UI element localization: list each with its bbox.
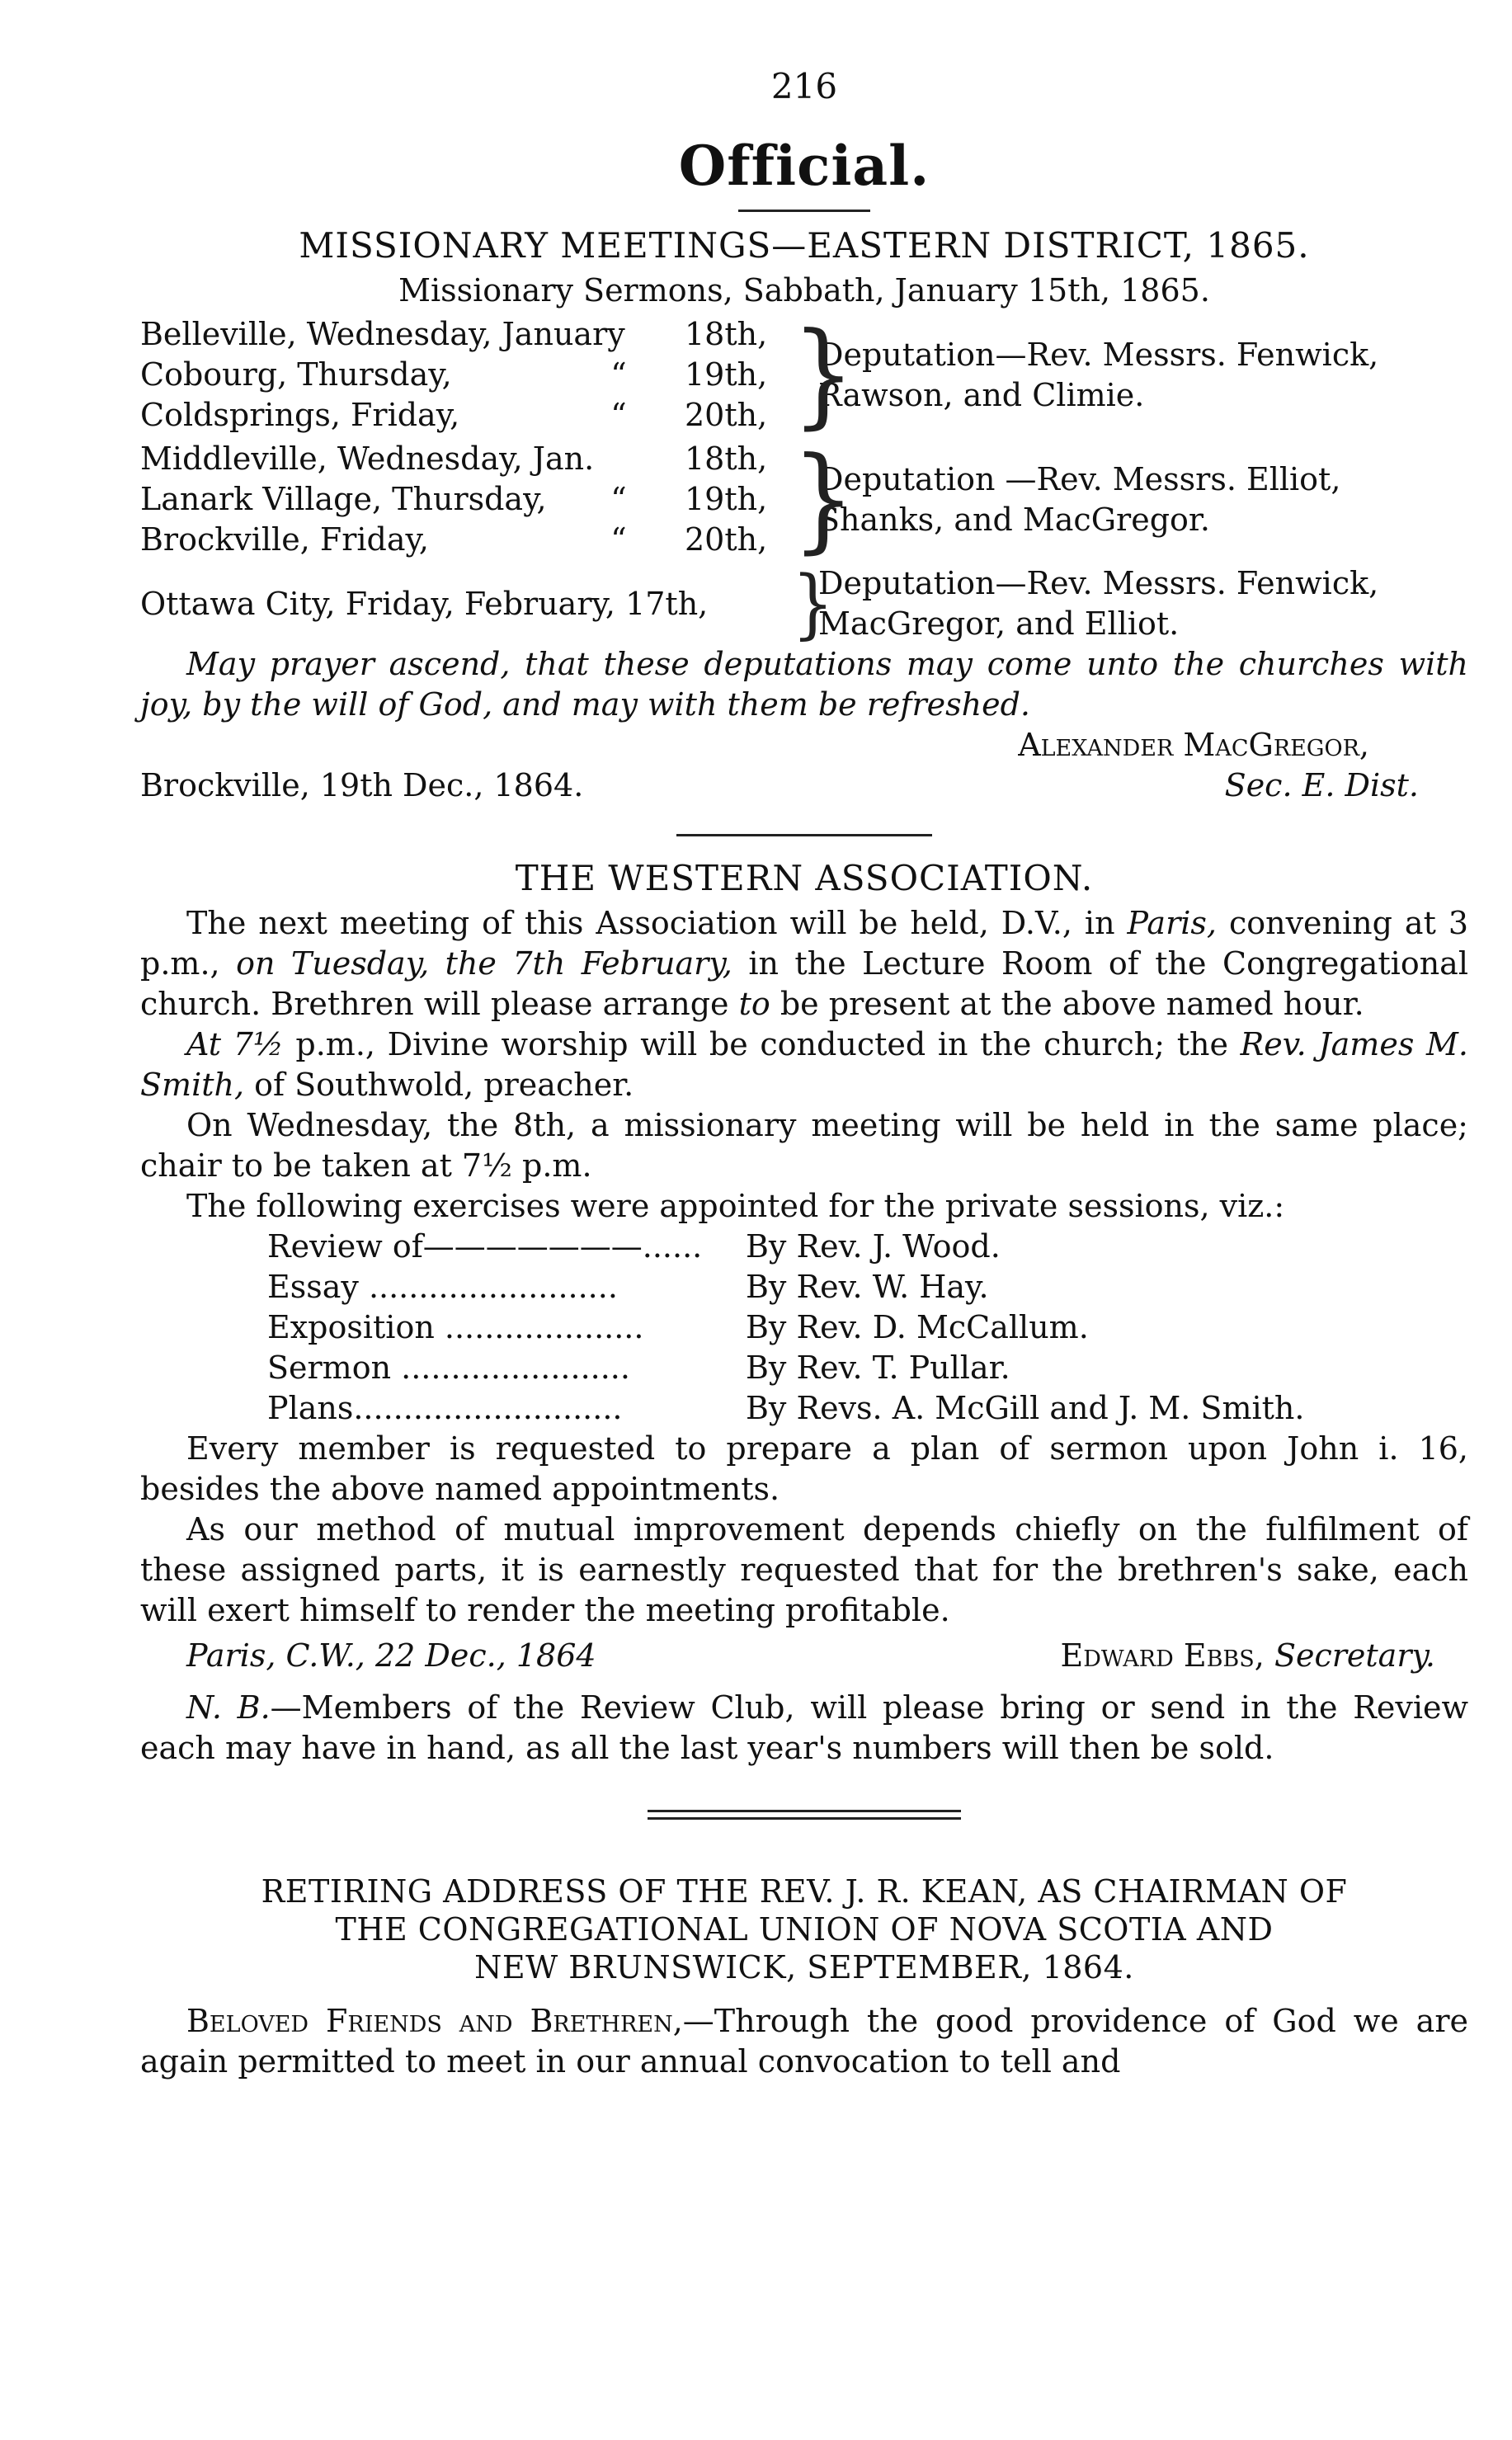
exercises-table (267, 1227, 1304, 1429)
nb-label: N. B. (186, 1689, 271, 1726)
meeting-row (140, 479, 792, 520)
text: on Tuesday, the 7th February, (236, 945, 732, 982)
western-signatory (1061, 1636, 1469, 1676)
table-row (267, 1267, 1304, 1307)
eastern-signature-line (140, 765, 1468, 806)
meeting-day: 19th, (685, 481, 768, 517)
exercise-role: Plans........................... (267, 1390, 623, 1426)
table-row (267, 1348, 1304, 1388)
page (140, 66, 1468, 2082)
meeting-dates (140, 314, 792, 436)
sermons-line: Missionary Sermons, Sabbath, January 15th, 1865. (398, 272, 1210, 309)
exercise-by: By Rev. D. McCallum. (746, 1309, 1089, 1345)
ditto-mark (553, 439, 685, 479)
meeting-day: 20th, (685, 521, 768, 558)
meeting-town: Cobourg, Thursday, (140, 356, 452, 393)
address-title-line: RETIRING ADDRESS OF THE REV. J. R. KEAN, AS CHAIRMAN OF (261, 1873, 1348, 1910)
text: to (738, 986, 770, 1022)
exercise-role: Sermon ....................... (267, 1350, 630, 1386)
meeting-day: 18th, (685, 440, 768, 477)
divider (676, 834, 932, 836)
table-row (267, 1388, 1304, 1429)
meeting-row (140, 314, 792, 355)
address-paragraph (140, 2001, 1468, 2082)
place-date: Paris, C.W., 22 Dec., 1864 (186, 1637, 596, 1674)
text: of Southwold, preacher. (244, 1067, 634, 1103)
deputation-text: Deputation —Rev. Messrs. Elliot, Shanks, and MacGregor. (818, 460, 1341, 538)
western-signature-line (140, 1636, 1468, 1676)
exercise-role: Essay ......................... (267, 1269, 618, 1305)
signatory-title: Sec. E. Dist. (1224, 767, 1419, 803)
meeting-day: 19th, (685, 356, 768, 393)
western-paragraph-3: On Wednesday, the 8th, a missionary meeting will be held in the same place; chair to be taken at 7½ p.m. (140, 1107, 1468, 1184)
divider (738, 210, 870, 212)
ditto-mark (553, 314, 685, 355)
deputation-group-1 (140, 309, 1468, 440)
ditto-mark: “ (610, 521, 627, 558)
meeting-day: 20th, (685, 397, 768, 433)
meeting-town: Coldsprings, Friday, (140, 397, 460, 433)
exercise-role: Exposition .................... (267, 1309, 644, 1345)
page-number: 216 (770, 66, 838, 106)
ditto-mark: “ (610, 397, 627, 433)
brace-icon: } (792, 558, 834, 648)
text: p.m., Divine worship will be conducted in the church; the (283, 1026, 1241, 1062)
exercise-by: By Rev. T. Pullar. (746, 1350, 1010, 1386)
brace-icon: } (792, 309, 855, 440)
meeting-day: 18th, (685, 316, 768, 352)
place-date: Brockville, 19th Dec., 1864. (140, 767, 584, 803)
prayer-emphasis: with them be refreshed. (648, 686, 1030, 723)
western-paragraph-5: Every member is requested to prepare a plan of sermon upon John i. 16, besides the above named appointments. (140, 1430, 1468, 1507)
eastern-signatory (140, 725, 1468, 765)
exercise-by: By Rev. W. Hay. (746, 1269, 989, 1305)
prayer-text: May prayer ascend, that these deputations may come unto the churches with joy, by the will of God, and may (140, 646, 1468, 723)
nb-text: —Members of the Review Club, will please bring or send in the Review each may have in hand, as all the last year's numbers will then be sold. (140, 1689, 1469, 1766)
meeting-town: Middleville, Wednesday, Jan. (140, 440, 595, 477)
table-row (267, 1307, 1304, 1348)
ditto-mark: “ (610, 356, 627, 393)
text: The next meeting of this Association will be held, D.V., in (186, 905, 1128, 941)
deputation-text: Deputation—Rev. Messrs. Fenwick, MacGregor, and Elliot. (818, 565, 1379, 642)
signatory-title: Secretary. (1274, 1637, 1435, 1674)
meeting-row (140, 520, 792, 560)
address-body: —Through the good providence of God we are again permitted to meet in our annual convocation to tell and (140, 2003, 1468, 2080)
address-title-line: NEW BRUNSWICK, SEPTEMBER, 1864. (474, 1949, 1134, 1985)
deputation-group-2 (140, 433, 1468, 565)
text: be present at the above named hour. (770, 986, 1364, 1022)
text: At 7½ (186, 1026, 284, 1062)
text: Paris, (1127, 905, 1217, 941)
address-title-line: THE CONGREGATIONAL UNION OF NOVA SCOTIA AND (335, 1911, 1274, 1948)
western-heading: THE WESTERN ASSOCIATION. (515, 858, 1094, 898)
meeting-town: Belleville, Wednesday, January (140, 316, 625, 352)
brace-icon: } (792, 433, 855, 565)
meeting-dates (140, 439, 792, 560)
section-title: Official. (678, 134, 930, 198)
exercise-role: Review of———————...... (267, 1228, 703, 1265)
prayer-paragraph (140, 644, 1468, 725)
meeting-row (140, 395, 792, 436)
exercise-by: By Rev. J. Wood. (746, 1228, 1001, 1265)
table-row (267, 1227, 1304, 1267)
exercise-by: By Revs. A. McGill and J. M. Smith. (746, 1390, 1305, 1426)
meeting-row (140, 355, 792, 395)
western-paragraph-2 (140, 1025, 1468, 1105)
meeting-row (140, 439, 792, 479)
meeting-town: Lanark Village, Thursday, (140, 481, 547, 517)
western-paragraph-4: The following exercises were appointed for the private sessions, viz.: (186, 1188, 1285, 1224)
signatory-name: Alexander MacGregor, (1018, 727, 1369, 763)
double-divider (648, 1810, 961, 1820)
deputation-text: Deputation—Rev. Messrs. Fenwick, Rawson, and Climie. (818, 336, 1379, 413)
text: in the Lecture Room of the Congregational church. Brethren will please arrange (140, 945, 1468, 1022)
deputation-group-3 (140, 558, 1468, 648)
signatory-name: Edward Ebbs, (1060, 1637, 1265, 1674)
salutation: Beloved Friends and Brethren, (186, 2003, 683, 2039)
nb-paragraph (140, 1688, 1468, 1769)
eastern-heading: MISSIONARY MEETINGS—EASTERN DISTRICT, 1865. (299, 225, 1310, 266)
meeting-town: Brockville, Friday, (140, 521, 430, 558)
western-paragraph-6: As our method of mutual improvement depends chiefly on the fulfilment of these assigned parts, it is earnestly requested that for the brethren's sake, each will exert himself to render the meeting profitable. (140, 1511, 1468, 1628)
western-paragraph-1 (140, 903, 1468, 1025)
text: Rev. James M. Smith, (140, 1026, 1468, 1103)
text: convening at 3 p.m., (140, 905, 1469, 982)
ditto-mark: “ (610, 481, 627, 517)
meeting-town: Ottawa City, Friday, February, 17th, (140, 585, 709, 622)
